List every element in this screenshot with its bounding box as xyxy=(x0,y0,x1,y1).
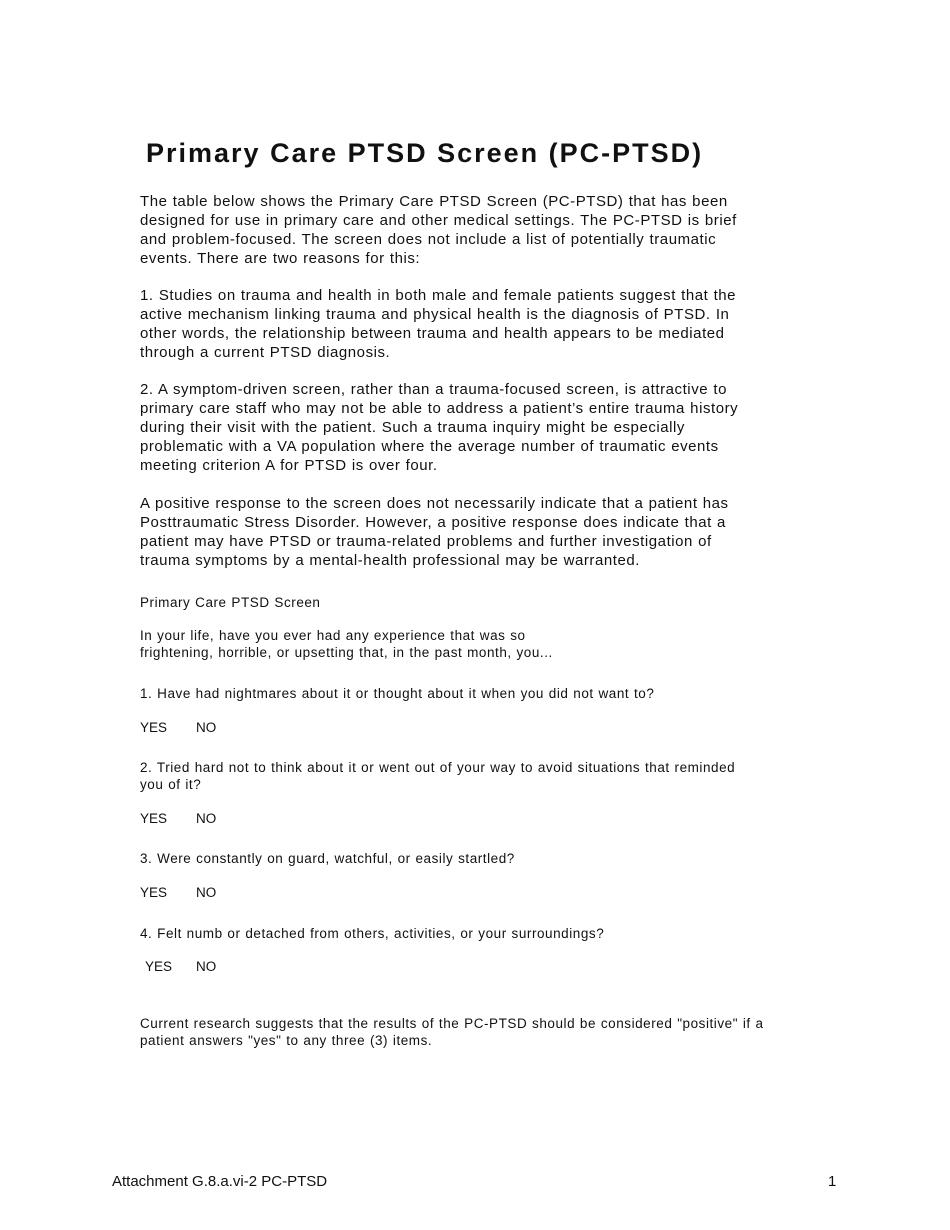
text-line: you of it? xyxy=(140,777,202,792)
page-title: Primary Care PTSD Screen (PC-PTSD) xyxy=(146,138,704,168)
text-line: through a current PTSD diagnosis. xyxy=(140,344,391,361)
text-line: frightening, horrible, or upsetting that, in the past month, you... xyxy=(140,645,553,660)
reason-two-paragraph xyxy=(140,380,812,475)
text-line: Posttraumatic Stress Disorder. However, a positive response does indicate that a xyxy=(140,514,726,531)
text-line: designed for use in primary care and other medical settings. The PC-PTSD is brief xyxy=(140,212,737,229)
screen-heading xyxy=(140,594,812,611)
text-line: 2. A symptom-driven screen, rather than a trauma-focused screen, is attractive to xyxy=(140,381,727,398)
screen-prompt xyxy=(140,627,812,661)
text-line: events. There are two reasons for this: xyxy=(140,250,421,267)
no-option[interactable]: NO xyxy=(196,959,217,974)
text-line: 2. Tried hard not to think about it or went out of your way to avoid situations that reminded xyxy=(140,760,736,775)
question-4 xyxy=(140,925,812,942)
text-line: primary care staff who may not be able to address a patient’s entire trauma history xyxy=(140,400,739,417)
text-line: Current research suggests that the results of the PC-PTSD should be considered "positive" if a xyxy=(140,1016,764,1031)
intro-paragraph xyxy=(140,192,812,268)
no-option[interactable]: NO xyxy=(196,885,217,900)
footer-page-number: 1 xyxy=(828,1173,837,1190)
text-line: during their visit with the patient. Such a trauma inquiry might be especially xyxy=(140,419,685,436)
conclusion-paragraph xyxy=(140,1015,812,1049)
text-line: A positive response to the screen does not necessarily indicate that a patient has xyxy=(140,495,729,512)
yes-option[interactable]: YES xyxy=(140,720,168,735)
question-2 xyxy=(140,759,812,793)
reason-one-paragraph xyxy=(140,286,812,362)
text-line: 1. Studies on trauma and health in both male and female patients suggest that the xyxy=(140,287,737,304)
text-line: patient answers "yes" to any three (3) items. xyxy=(140,1033,433,1048)
text-line: 1. Have had nightmares about it or thought about it when you did not want to? xyxy=(140,686,655,701)
text-line: and problem-focused. The screen does not include a list of potentially traumatic xyxy=(140,231,717,248)
no-option[interactable]: NO xyxy=(196,720,217,735)
text-line: Primary Care PTSD Screen xyxy=(140,595,321,610)
text-line: problematic with a VA population where the average number of traumatic events xyxy=(140,438,719,455)
footer-attachment-label: Attachment G.8.a.vi-2 PC-PTSD xyxy=(112,1173,328,1190)
question-3 xyxy=(140,850,812,867)
text-line: other words, the relationship between trauma and health appears to be mediated xyxy=(140,325,725,342)
text-line: 4. Felt numb or detached from others, activities, or your surroundings? xyxy=(140,926,605,941)
text-line: patient may have PTSD or trauma-related problems and further investigation of xyxy=(140,533,712,550)
text-line: In your life, have you ever had any experience that was so xyxy=(140,628,526,643)
yes-option[interactable]: YES xyxy=(145,959,173,974)
yes-option[interactable]: YES xyxy=(140,811,168,826)
text-line: 3. Were constantly on guard, watchful, or easily startled? xyxy=(140,851,515,866)
positive-response-paragraph xyxy=(140,494,812,570)
text-line: active mechanism linking trauma and physical health is the diagnosis of PTSD. In xyxy=(140,306,730,323)
no-option[interactable]: NO xyxy=(196,811,217,826)
text-line: The table below shows the Primary Care PTSD Screen (PC-PTSD) that has been xyxy=(140,193,728,210)
question-1 xyxy=(140,685,812,702)
text-line: trauma symptoms by a mental-health professional may be warranted. xyxy=(140,552,640,569)
yes-option[interactable]: YES xyxy=(140,885,168,900)
text-line: meeting criterion A for PTSD is over four. xyxy=(140,457,438,474)
